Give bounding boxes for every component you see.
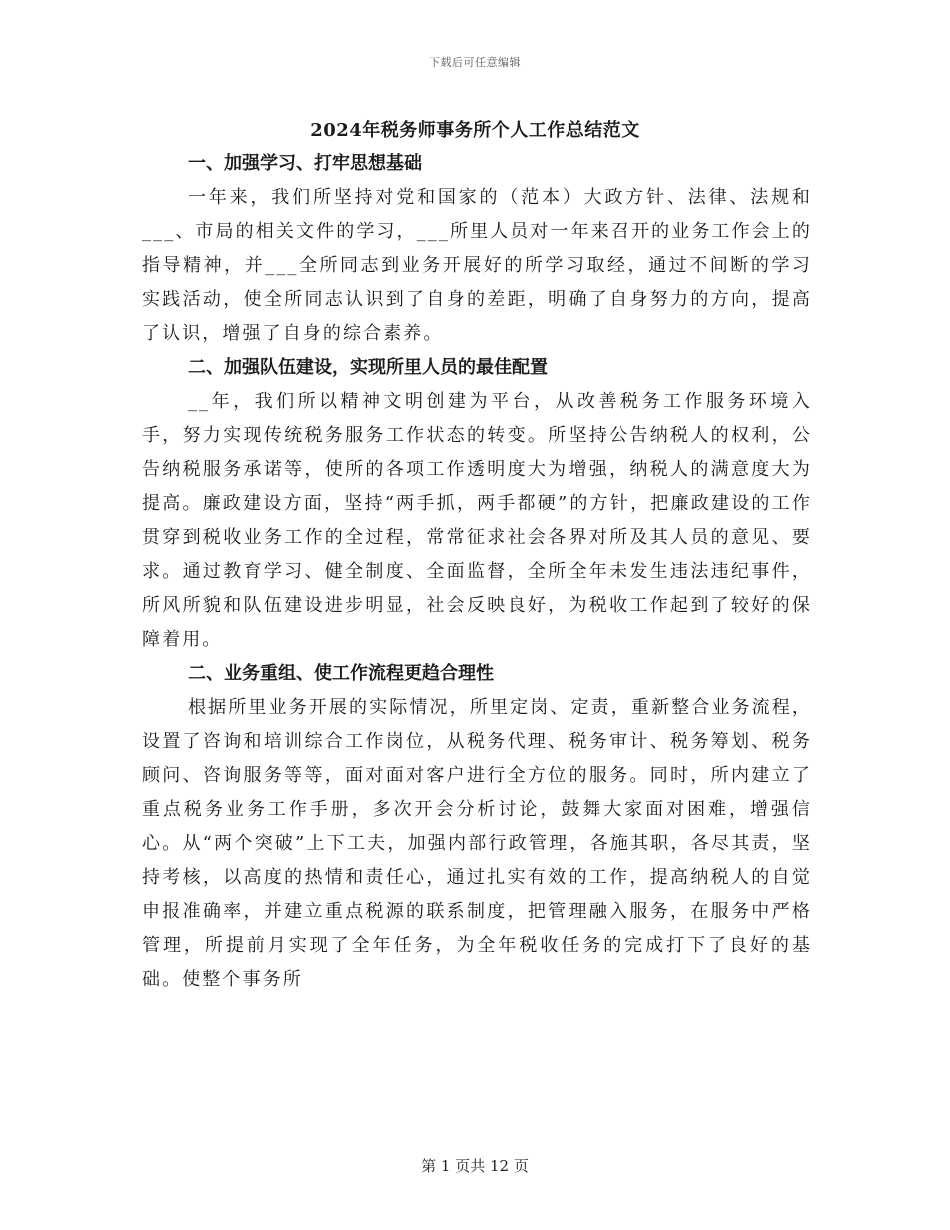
page-footer: 第 1 页共 12 页 bbox=[421, 1157, 529, 1175]
section-heading-1: 一、加强学习、打牢思想基础 bbox=[188, 153, 422, 174]
section-paragraph-1: 一年来，我们所坚持对党和国家的（范本）大政方针、法律、法规和___、市局的相关文件的学习，___所里人员对一年来召开的业务工作会上的指导精神，并___全所同志到业务开展好的所学习取经，通过不间断的学习实践活动，使全所同志认识到了自身的差距，明确了自身努力的方向，提高了认识，增强了自身的综合素养。 bbox=[142, 187, 812, 344]
document-body bbox=[142, 147, 812, 997]
document-title: 2024年税务师事务所个人工作总结范文 bbox=[310, 120, 640, 141]
section-paragraph-2: __年，我们所以精神文明创建为平台，从改善税务工作服务环境入手，努力实现传统税务服务工作状态的转变。所坚持公告纳税人的权利，公告纳税服务承诺等，使所的各项工作透明度大为增强，纳税人的满意度大为提高。廉政建设方面，坚持“两手抓，两手都硬”的方针，把廉政建设的工作贯穿到税收业务工作的全过程，常常征求社会各界对所及其人员的意见、要求。通过教育学习、健全制度、全面监督，全所全年未发生违法违纪事件，所风所貌和队伍建设进步明显，社会反映良好，为税收工作起到了较好的保障着用。 bbox=[142, 391, 812, 650]
section-heading-2: 二、加强队伍建设，实现所里人员的最佳配置 bbox=[188, 357, 548, 378]
section-heading-3: 二、业务重组、使工作流程更趋合理性 bbox=[188, 663, 494, 684]
header-note: 下载后可任意编辑 bbox=[429, 56, 521, 69]
section-paragraph-3: 根据所里业务开展的实际情况，所里定岗、定责，重新整合业务流程，设置了咨询和培训综合工作岗位，从税务代理、税务审计、税务筹划、税务顾问、咨询服务等等，面对面对客户进行全方位的服务。同时，所内建立了重点税务业务工作手册，多次开会分析讨论，鼓舞大家面对困难，增强信心。从“两个突破”上下工夫，加强内部行政管理，各施其职，各尽其责，坚持考核，以高度的热情和责任心，通过扎实有效的工作，提高纳税人的自觉申报准确率，并建立重点税源的联系制度，把管理融入服务，在服务中严格管理，所提前月实现了全年任务，为全年税收任务的完成打下了良好的基础。使整个事务所 bbox=[142, 697, 812, 990]
